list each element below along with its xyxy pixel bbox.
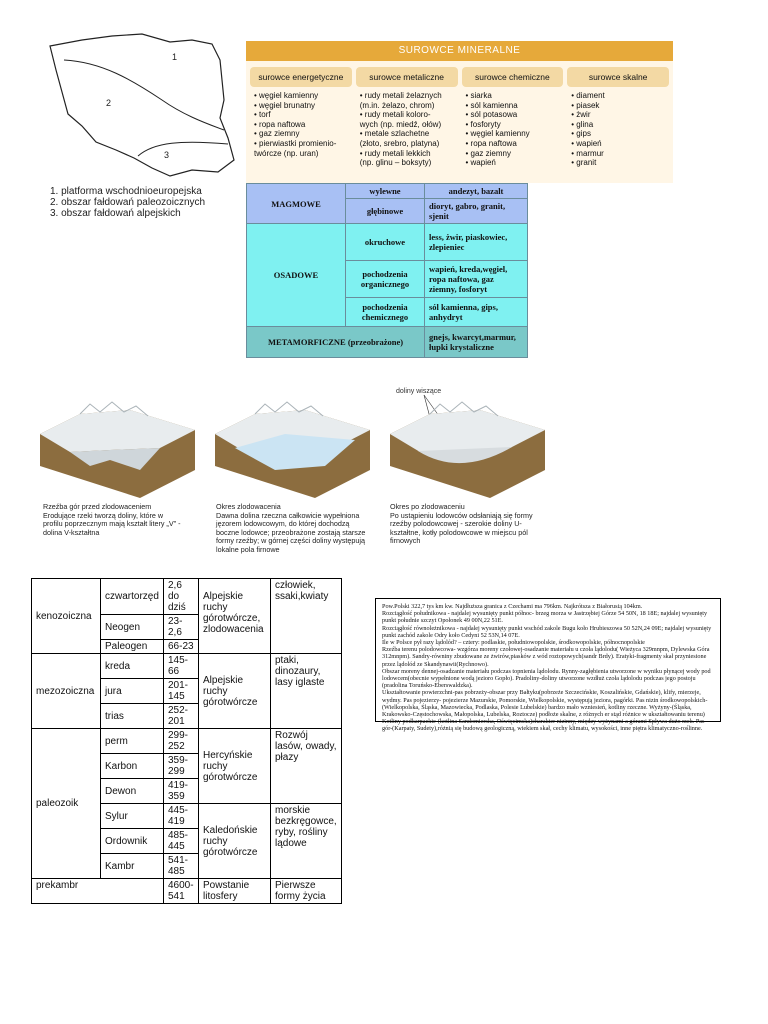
era-name: kenozoiczna (32, 579, 101, 654)
mineral-item: • ropa naftowa (465, 138, 517, 148)
rock-examples: sól kamienna, gips, anhydryt (425, 298, 528, 327)
period-name: Ordownik (101, 829, 164, 854)
notes-paragraph: Ukształtowanie powierzchni-pas pobrzeży-obszar przy Bałtyku(pobrzeże Szczecińskie, Koszalińskie, Gdańskie), klify, mierzeje, wydmy. Pas pojezierzy- pojezierze Mazurskie, Pomorskie, Wielkopolskie, występują jeziora, pagórki. Pas nizin środkowopolskich- (Wielkopolska, Śląska, Mazowiecka, Podlaska, Polesie Lubelskie) bardzo mało wzniesień, kotliny rzeczne. Wyżyny-(Śląska, Krakowsko-Częstochowska, Małopolska, Lubelska, Roztocze) podłoże skalne, z różnych er stąd różnice w ukształtowaniu terenu) Kotliny podkarpackie-(kotlina Sandomierska, Oświęcimska)charakter nizinny, między wyżynami a górami Spływa dużo rzek. Pas gór-(Karpaty, Sudety),różnią się budową geologiczną, wiekiem skał, cechy klimatu, wysokości, inne piętra klimatyczno-roślinne. (382, 689, 708, 733)
mineral-item: wych (np. miedź, ołów) (359, 119, 442, 129)
mineral-item: twórcze (np. uran) (254, 148, 319, 158)
rock-subtype: wylewne (346, 184, 425, 199)
period-name: czwartorzęd (101, 579, 164, 615)
caption-title: Okres po zlodowaceniu (390, 502, 465, 511)
caption-text: Po ustąpieniu lodowców odsłaniają się formy rzeźby polodowcowej - szerokie doliny U-kształtne, kotły polodowcowe w miejscu pól firnowych (390, 510, 533, 545)
rock-examples: andezyt, bazalt (425, 184, 528, 199)
rock-examples: dioryt, gabro, granit, sjenit (425, 199, 528, 224)
mineral-item: • fosforyty (465, 119, 501, 129)
mineral-item: • granit (571, 158, 597, 168)
caption-title: Rzeźba gór przed zlodowaceniem (43, 502, 152, 511)
mineral-item: • metale szlachetne (359, 129, 430, 139)
notes-paragraph: Obszar moreny dennej-osadzanie materiału podczas topnienia lądolodu. Rynny-zagłębienia utworzone w wyniku płynącej wody pod lodowcem(obecnie wypełnione wodą jezioro Gopło). Pradoliny-doliny utworzone wzdłuż czoła lądolodu podczas jego postoju (pradolina Toruńsko-Eberswaldzka). (382, 667, 711, 690)
mineral-item: • glina (571, 119, 594, 129)
rock-class-osadowe: OSADOWE (247, 224, 346, 327)
period-years: 299-252 (164, 729, 199, 754)
mineral-item: • ropa naftowa (254, 119, 306, 129)
life-forms: człowiek, ssaki,kwiaty (271, 579, 342, 654)
notes-paragraph: Rozciągłość równoleżnikowa - najdalej wysunięty punkt wschód zakole Bugu koło Hrubieszowa 50 52N,24 09E; najdalej wysunięty punkt zachód zakole Odry koło Cedyni 52 53N,14 07E. (382, 624, 712, 639)
poland-outline (50, 34, 234, 176)
valley-caption-before (43, 503, 183, 537)
boundary-platform (64, 60, 224, 130)
valley-diagram-glaciation (215, 400, 370, 498)
legend-item: 1. platforma wschodnioeuropejska (50, 186, 202, 197)
period-years: 419-359 (164, 779, 199, 804)
rock-subtype: głębinowe (346, 199, 425, 224)
notes-paragraph: Rzeźba terenu polodowcowa- wzgórza moreny czołowej-osadzanie materiału u czoła lądolodu( Wieżyca 329mnpm, Dylewska Góra 312mnpm). Sandry-równiny zbudowane ze żwirów,piasków z wód roztopowych(sandr Brdy). Eratyki-fragmenty skał przyniesione przez lądolód ze Skandynawii(Rychnowo). (382, 646, 710, 668)
mineral-item: • węgiel kamienny (465, 129, 530, 139)
orogeny-text: Alpejskie ruchy górotwórcze, zlodowacenia (203, 591, 264, 635)
notes-paragraph: Ile w Polsce pył razy lądolód? – cztery: podlaskie, południowopolskie, środkowopolskie, północnopolskie (382, 639, 645, 647)
rock-examples: less, żwir, piaskowiec, zlepieniec (425, 224, 528, 261)
mineral-item: • siarka (465, 91, 492, 100)
orogeny: Hercyńskie ruchy górotwórcze (199, 729, 271, 804)
mineral-item: • gaz ziemny (254, 129, 300, 139)
rock-class-magmowe: MAGMOWE (247, 184, 346, 224)
mineral-item: • pierwiastki promienio- (254, 138, 337, 148)
map-legend (50, 186, 205, 219)
period-years: 201-145 (164, 679, 199, 704)
period-years: 66-23 (164, 640, 199, 654)
map-label-3: 3 (164, 150, 170, 160)
hanging-valleys-annotation: doliny wiszące (396, 388, 442, 395)
map-label-2: 2 (106, 98, 112, 108)
mineral-item: • gaz ziemny (465, 148, 511, 158)
life-forms: morskie bezkręgowce, ryby, rośliny lądowe (271, 804, 342, 879)
mineral-item: • węgiel brunatny (254, 100, 316, 110)
period-years: 4600-541 (164, 879, 199, 904)
orogeny (199, 579, 271, 654)
period-years: 23-2,6 (164, 615, 199, 640)
period-name: Karbon (101, 754, 164, 779)
rock-examples: wapień, kreda,węgiel, ropa naftowa, gaz ziemny, fosforyt (425, 261, 528, 298)
rock-subtype: pochodzenia organicznego (346, 261, 425, 298)
mineral-column-head: surowce metaliczne (356, 67, 458, 87)
rock-subtype: pochodzenia chemicznego (346, 298, 425, 327)
period-name: Dewon (101, 779, 164, 804)
period-years: 145-66 (164, 654, 199, 679)
orogeny: Kaledońskie ruchy górotwórcze (199, 804, 271, 879)
caption-text: Dawna dolina rzeczna całkowicie wypełniona jęzorem lodowcowym, do której dochodzą boczne lodowce; przeobrażone zostają starsze formy rzeźby; w górnej części doliny występują lokalne pola firnowe (216, 510, 366, 554)
orogeny: Alpejskie ruchy górotwórcze (199, 654, 271, 729)
mineral-item: (m.in. żelazo, chrom) (359, 100, 435, 110)
period-name: Paleogen (101, 640, 164, 654)
period-years: 252-201 (164, 704, 199, 729)
mineral-item: • węgiel kamienny (254, 91, 319, 100)
poland-notes-box (375, 598, 721, 733)
legend-item: 3. obszar fałdowań alpejskich (50, 208, 181, 219)
mineral-item: • sól kamienna (465, 100, 518, 110)
period-years: 359-299 (164, 754, 199, 779)
mineral-resources-box (246, 41, 673, 183)
period-name: jura (101, 679, 164, 704)
valley-diagram-before (40, 400, 195, 498)
period-name: trias (101, 704, 164, 729)
legend-item: 2. obszar fałdowań paleozoicznych (50, 197, 206, 208)
mineral-item: (np. glinu – boksyty) (359, 158, 432, 168)
era-name: prekambr (32, 879, 164, 904)
period-years: 541-485 (164, 854, 199, 879)
mineral-item: • rudy metali żelaznych (359, 91, 442, 100)
mineral-item: • wapień (571, 138, 602, 148)
valley-caption-after (390, 503, 546, 546)
period-years: 485-445 (164, 829, 199, 854)
valley-diagram-after (388, 385, 548, 498)
life-forms: Pierwsze formy życia (271, 879, 342, 904)
period-years: 2,6 do dziś (164, 579, 199, 615)
mineral-column-head: surowce chemiczne (462, 67, 564, 87)
mineral-item: • wapień (465, 158, 496, 168)
mineral-item: • sól potasowa (465, 110, 518, 120)
mineral-item: • piasek (571, 100, 600, 110)
mineral-column-head: surowce skalne (567, 67, 669, 87)
mineral-item: • marmur (571, 148, 604, 158)
mineral-item: • torf (254, 110, 271, 120)
rock-subtype: okruchowe (346, 224, 425, 261)
mineral-item: • rudy metali lekkich (359, 148, 431, 158)
mineral-item: • żwir (571, 110, 591, 120)
mineral-column-metallic (356, 67, 458, 168)
mineral-column-head: surowce energetyczne (250, 67, 352, 87)
rock-types-table (246, 183, 528, 358)
rock-examples: gnejs, kwarcyt,marmur, łupki krystaliczne (425, 327, 528, 358)
period-name: Sylur (101, 804, 164, 829)
period-name: perm (101, 729, 164, 754)
caption-text: Erodujące rzeki tworzą doliny, które w profilu poprzecznym mają kształt litery „V" - dolina V-kształtna (43, 510, 181, 537)
mineral-item: (złoto, srebro, platyna) (359, 138, 440, 148)
period-name: Kambr (101, 854, 164, 879)
notes-paragraph: Rozciągłość południkowa - najdalej wysunięty punkt północ- brzeg morza w Jastrzębiej Górze 54 50N, 18 18E; najdalej wysunięty punkt południe szczyt Opołonek 49 00N,22 51E. (382, 610, 708, 625)
orogeny: Powstanie litosfery (199, 879, 271, 904)
era-name: paleozoik (32, 729, 101, 879)
valley-caption-glaciation (216, 503, 366, 554)
life-forms: ptaki, dinozaury, lasy iglaste (271, 654, 342, 729)
minerals-title: SUROWCE MINERALNE (246, 41, 673, 61)
mineral-item: • diament (571, 91, 605, 100)
rock-class-metamorficzne: METAMORFICZNE (przeobrażone) (247, 327, 425, 358)
period-years: 445-419 (164, 804, 199, 829)
era-name: mezozoiczna (32, 654, 101, 729)
mineral-column-rock (567, 67, 669, 168)
caption-title: Okres zlodowacenia (216, 502, 281, 511)
notes-paragraph: Pow.Polski 322,7 tys km kw. Najdłuższa granica z Czechami ma 796km. Najkrótsza z Białorusią 104km. (382, 603, 643, 610)
mineral-item: • rudy metali koloro- (359, 110, 431, 120)
life-forms: Rozwój lasów, owady, płazy (271, 729, 342, 804)
period-name: kreda (101, 654, 164, 679)
boundary-alpine (138, 142, 228, 156)
mineral-column-chemical (462, 67, 564, 168)
map-label-1: 1 (172, 52, 178, 62)
period-name: Neogen (101, 615, 164, 640)
mineral-item: • gips (571, 129, 591, 139)
mineral-column-energy (250, 67, 352, 168)
geological-eras-table (31, 578, 342, 904)
poland-tectonic-map (42, 30, 242, 186)
